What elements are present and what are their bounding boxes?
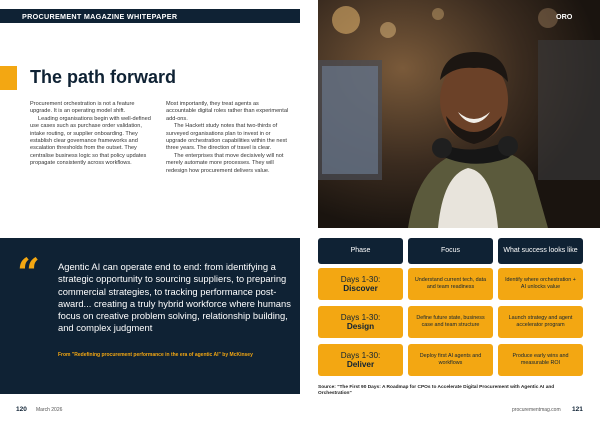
phase-name: Design [346, 322, 375, 331]
table-header-success: What success looks like [498, 238, 583, 264]
article-column-1 [30, 101, 154, 168]
table-cell-phase [318, 306, 403, 338]
paragraph: The Hackett study notes that two-thirds of surveyed organisations plan to invest in or upgrade orchestration capabilities within the next three years. The direction of travel is clear. [166, 123, 287, 152]
article-title: The path forward [30, 67, 177, 87]
table-header-phase: Phase [318, 238, 403, 264]
magazine-header-title: PROCUREMENT MAGAZINE WHITEPAPER [22, 12, 178, 21]
paragraph: The enterprises that move decisively will not merely automate more processes. They will redesign how procurement delivers value. [166, 152, 284, 174]
pull-quote-source: From "Redefining procurement performance in the era of agentic AI" by McKinsey [58, 352, 253, 358]
left-page-number: 120 [16, 406, 27, 413]
oro-logo: ORO [556, 12, 573, 21]
phase-days: Days 1-30: [340, 312, 381, 322]
smiling-man-with-headphones-illustration [318, 0, 600, 228]
quote-mark-icon: “ [17, 250, 41, 297]
table-source-note: Source: "The First 90 Days: A Roadmap for CPOs to Accelerate Digital Procurement with Agentic AI and Orchestration" [318, 385, 555, 396]
pull-quote-text: Agentic AI can operate end to end: from identifying a strategic opportunity to sourcing suppliers, to preparing commercial strategies, to tracking performance post-award... creating a truly hybrid workforce where humans focus on creative problem solving, relationship building, and complex judgment [58, 261, 291, 334]
phase-name: Deliver [346, 360, 375, 369]
table-cell-phase [318, 344, 403, 376]
title-accent-tab [0, 66, 17, 90]
table-cell-success: Identify where orchestration + AI unlocks value [498, 268, 583, 300]
hero-photo [318, 0, 600, 228]
table-cell-phase [318, 268, 403, 300]
phase-days: Days 1-30: [340, 350, 381, 360]
paragraph: Leading organisations begin with well-defined use cases such as purchase order validation, intake routing, or supplier onboarding. They establish clear governance frameworks and escalation thresholds from the outset. They centralise business logic so that policy updates propagate consistently across workflows. [30, 115, 151, 167]
table-cell-focus: Understand current tech, data and team readiness [408, 268, 493, 300]
table-cell-success: Launch strategy and agent accelerator program [498, 306, 583, 338]
table-header-focus: Focus [408, 238, 493, 264]
right-page-number: 121 [572, 406, 583, 413]
article-column-2 [166, 101, 290, 175]
phase-days: Days 1-30: [340, 274, 381, 284]
table-cell-success: Produce early wins and measurable ROI [498, 344, 583, 376]
phase-name: Discover [343, 284, 378, 293]
table-cell-focus: Deploy first AI agents and workflows [408, 344, 493, 376]
paragraph: Most importantly, they treat agents as accountable digital roles rather than experimental add-ons. [166, 101, 289, 122]
issue-date: March 2026 [36, 407, 63, 413]
table-cell-focus: Define future state, business case and team structure [408, 306, 493, 338]
paragraph: Procurement orchestration is not a feature upgrade. It is an operating model shift. [30, 101, 135, 115]
website-url: procurementmag.com [512, 407, 561, 413]
